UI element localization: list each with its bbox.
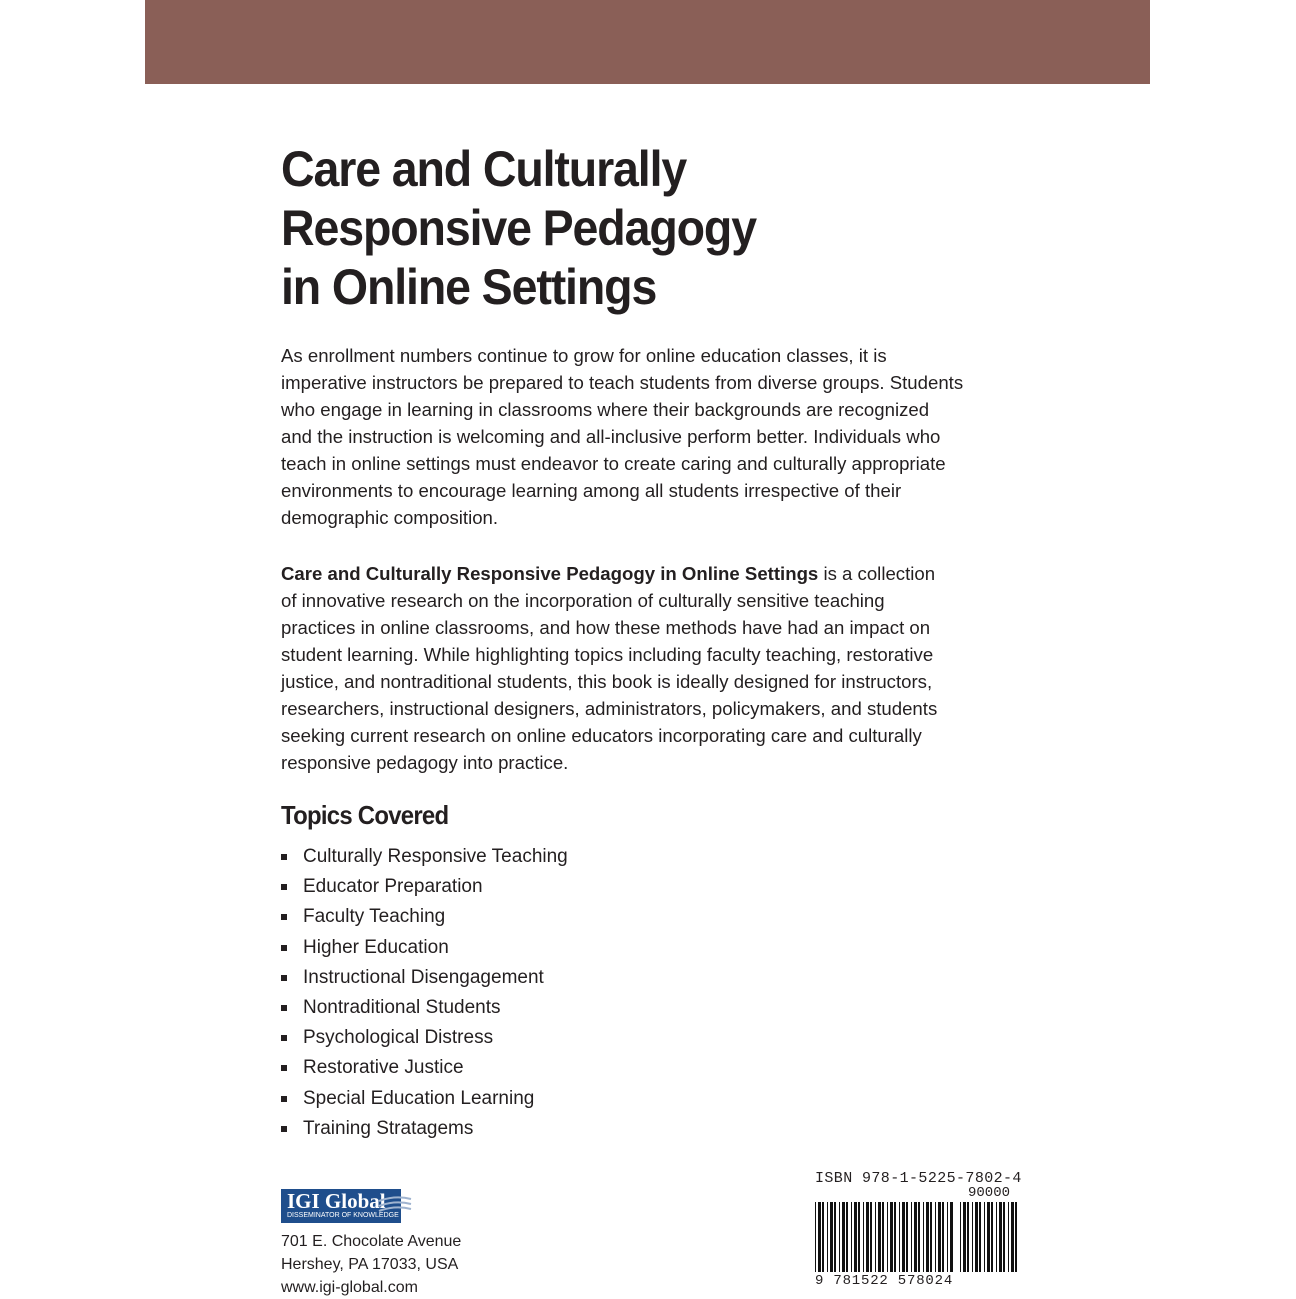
topic-label: Special Education Learning <box>303 1087 535 1109</box>
square-bullet-icon <box>281 914 287 920</box>
p2-line: responsive pedagogy into practice. <box>281 752 569 773</box>
square-bullet-icon <box>281 1065 287 1071</box>
barcode-bar <box>899 1202 900 1272</box>
barcode-bar <box>875 1202 876 1272</box>
square-bullet-icon <box>281 854 287 860</box>
p1-line: environments to encourage learning among all students irrespective of their <box>281 480 902 501</box>
barcode-bar <box>822 1202 824 1272</box>
topic-label: Nontraditional Students <box>303 996 501 1018</box>
barcode-bar <box>942 1202 944 1272</box>
barcode-bar <box>815 1202 816 1272</box>
topics-list <box>281 842 568 1144</box>
logo-tagline: DISSEMINATOR OF KNOWLEDGE <box>287 1212 399 1219</box>
topic-item <box>281 1053 568 1083</box>
barcode-bar <box>935 1202 936 1272</box>
address-city: Hershey, PA 17033, USA <box>281 1256 459 1273</box>
p2-bold-title: Care and Culturally Responsive Pedagogy in Online Settings <box>281 563 819 584</box>
topic-item <box>281 872 568 902</box>
p1-line: demographic composition. <box>281 507 499 528</box>
barcode-bar <box>999 1202 1002 1272</box>
barcode-bar <box>987 1202 990 1272</box>
barcode-bar <box>851 1202 852 1272</box>
barcode-bar <box>818 1202 821 1272</box>
address-website: www.igi-global.com <box>281 1279 418 1296</box>
barcode-bar <box>839 1202 840 1272</box>
topic-item <box>281 842 568 872</box>
p1-line: who engage in learning in classrooms where their backgrounds are recognized <box>281 399 930 420</box>
topic-label: Psychological Distress <box>303 1027 494 1049</box>
barcode-bar <box>930 1202 932 1272</box>
barcode-bar <box>878 1202 881 1272</box>
barcode-bar <box>967 1202 969 1272</box>
barcode-bar <box>947 1202 948 1272</box>
price-code: 90000 <box>968 1185 1011 1201</box>
title-line-3: in Online Settings <box>281 259 657 315</box>
barcode-digits: 9 781522 578024 <box>815 1273 954 1289</box>
p1-line: imperative instructors be prepared to teach students from diverse groups. Students <box>281 372 964 393</box>
topic-item <box>281 902 568 932</box>
topic-label: Culturally Responsive Teaching <box>303 846 568 867</box>
barcode-bar <box>842 1202 845 1272</box>
barcode-bar <box>984 1202 985 1272</box>
p2-line: of innovative research on the incorporation of culturally sensitive teaching <box>281 590 885 611</box>
barcode-addon-graphic <box>960 1202 1020 1272</box>
square-bullet-icon <box>281 945 287 951</box>
barcode-bar <box>902 1202 905 1272</box>
barcode-bar <box>918 1202 920 1272</box>
book-title <box>281 140 988 317</box>
barcode-bar <box>882 1202 884 1272</box>
topic-item <box>281 963 568 993</box>
logo-name: IGI Global <box>287 1189 386 1213</box>
p2-line: seeking current research on online educators incorporating care and culturally <box>281 725 922 746</box>
topic-label: Restorative Justice <box>303 1057 464 1079</box>
p2-line: student learning. While highlighting topics including faculty teaching, restorative <box>281 644 934 665</box>
title-line-2: Responsive Pedagogy <box>281 200 756 256</box>
barcode-bar <box>870 1202 872 1272</box>
topic-label: Faculty Teaching <box>303 906 446 928</box>
p2-first-line <box>281 560 1041 587</box>
square-bullet-icon <box>281 975 287 981</box>
p1-line: and the instruction is welcoming and all-inclusive perform better. Individuals who <box>281 426 941 447</box>
barcode-main-graphic <box>815 1202 955 1272</box>
barcode-bar <box>894 1202 896 1272</box>
barcode-bar <box>890 1202 893 1272</box>
topic-label: Training Stratagems <box>303 1117 474 1139</box>
square-bullet-icon <box>281 1005 287 1011</box>
p2-line: justice, and nontraditional students, this book is ideally designed for instructors, <box>281 671 933 692</box>
description-paragraph-2 <box>281 560 1041 776</box>
barcode-bar <box>834 1202 836 1272</box>
description-paragraph-1 <box>281 342 1041 531</box>
barcode-bar <box>911 1202 912 1272</box>
barcode-bar <box>863 1202 864 1272</box>
title-line-1: Care and Culturally <box>281 141 687 197</box>
topic-label: Higher Education <box>303 936 449 958</box>
barcode-bar <box>1015 1202 1017 1272</box>
barcode-bar <box>1003 1202 1005 1272</box>
barcode-bar <box>846 1202 848 1272</box>
topic-item <box>281 1114 568 1144</box>
square-bullet-icon <box>281 1096 287 1102</box>
barcode-bar <box>1011 1202 1014 1272</box>
topic-label: Educator Preparation <box>303 876 483 898</box>
p2-line: practices in online classrooms, and how these methods have had an impact on <box>281 617 931 638</box>
swoosh-icon <box>377 1193 413 1219</box>
barcode-bar <box>960 1202 961 1272</box>
barcode-bar <box>979 1202 981 1272</box>
barcode-bar <box>906 1202 908 1272</box>
barcode-bar <box>926 1202 929 1272</box>
p1-line: As enrollment numbers continue to grow for online education classes, it is <box>281 345 887 366</box>
topic-item <box>281 1023 568 1053</box>
barcode-bar <box>950 1202 953 1272</box>
barcode-bar <box>991 1202 993 1272</box>
barcode-bar <box>866 1202 869 1272</box>
barcode-bar <box>1008 1202 1009 1272</box>
top-color-band <box>145 0 1150 84</box>
barcode-bar <box>830 1202 833 1272</box>
barcode-bar <box>854 1202 857 1272</box>
p2-line: researchers, instructional designers, administrators, policymakers, and students <box>281 698 938 719</box>
p1-line: teach in online settings must endeavor to create caring and culturally appropriate <box>281 453 946 474</box>
barcode-bar <box>972 1202 973 1272</box>
barcode-bar <box>914 1202 917 1272</box>
topic-label: Instructional Disengagement <box>303 966 544 988</box>
barcode-bar <box>887 1202 888 1272</box>
publisher-address <box>281 1230 461 1299</box>
igi-global-logo <box>281 1189 431 1225</box>
barcode-bar <box>975 1202 978 1272</box>
barcode-bar <box>923 1202 924 1272</box>
barcode-bar <box>963 1202 966 1272</box>
topic-item <box>281 933 568 963</box>
topic-item <box>281 993 568 1023</box>
square-bullet-icon <box>281 1126 287 1132</box>
topics-heading: Topics Covered <box>281 800 449 830</box>
topic-item <box>281 1084 568 1114</box>
p2-first-rest: is a collection <box>818 563 936 584</box>
address-street: 701 E. Chocolate Avenue <box>281 1233 462 1250</box>
square-bullet-icon <box>281 884 287 890</box>
barcode-bar <box>996 1202 997 1272</box>
barcode-bar <box>858 1202 860 1272</box>
square-bullet-icon <box>281 1035 287 1041</box>
barcode-bar <box>827 1202 828 1272</box>
barcode-bar <box>938 1202 941 1272</box>
isbn-text: ISBN 978-1-5225-7802-4 <box>815 1170 1022 1187</box>
